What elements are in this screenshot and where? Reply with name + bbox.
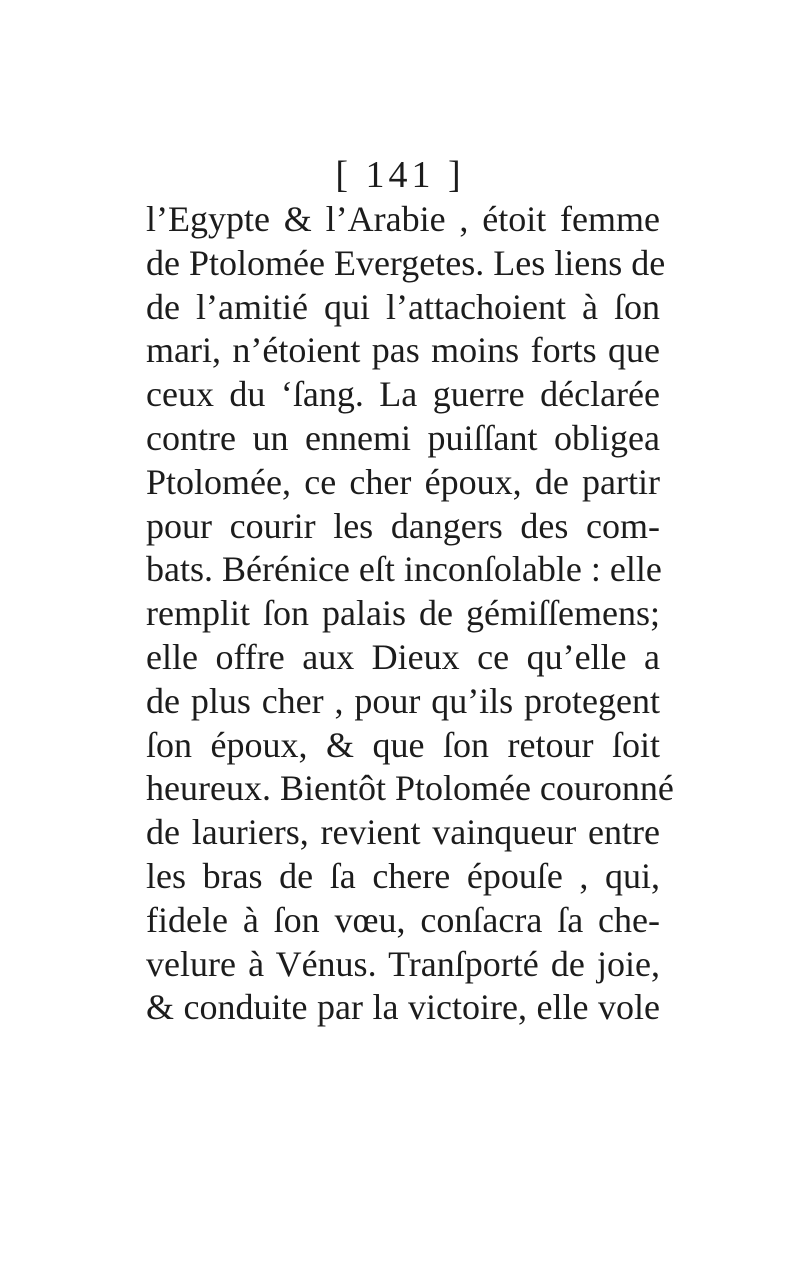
text-line: ceux du ‘ſang. La guerre déclarée <box>146 374 660 415</box>
text-line: elle offre aux Dieux ce qu’elle a <box>146 636 660 677</box>
text-line: mari, n’étoient pas moins forts que <box>146 330 660 371</box>
text-line: pour courir les dangers des com- <box>146 505 660 546</box>
text-line: & conduite par la victoire, elle vole <box>146 987 660 1028</box>
text-line: velure à Vénus. Tranſporté de joie, <box>146 943 660 984</box>
text-line: bats. Bérénice eſt inconſolable : elle <box>146 549 662 590</box>
text-line: remplit ſon palais de gémiſſemens; <box>146 593 660 634</box>
body-text <box>146 198 674 1030</box>
text-line: les bras de ſa chere épouſe , qui, <box>146 855 660 896</box>
text-line: Ptolomée, ce cher époux, de partir <box>146 461 660 502</box>
text-line: de Ptolomée Evergetes. Les liens de <box>146 242 666 283</box>
text-line: l’Egypte & l’Arabie , étoit femme <box>146 199 660 239</box>
text-line: de plus cher , pour qu’ils protegent <box>146 680 660 721</box>
text-line: contre un ennemi puiſſant obligea <box>146 417 660 458</box>
text-line: de lauriers, revient vainqueur entre <box>146 812 660 853</box>
text-line: de l’amitié qui l’attachoient à ſon <box>146 286 660 327</box>
text-line: fidele à ſon vœu, conſacra ſa che- <box>146 899 660 940</box>
text-line: heureux. Bientôt Ptolomée couronné <box>146 768 674 809</box>
text-line: ſon époux, & que ſon retour ſoit <box>146 724 660 765</box>
page-number: [ 141 ] <box>335 154 465 196</box>
